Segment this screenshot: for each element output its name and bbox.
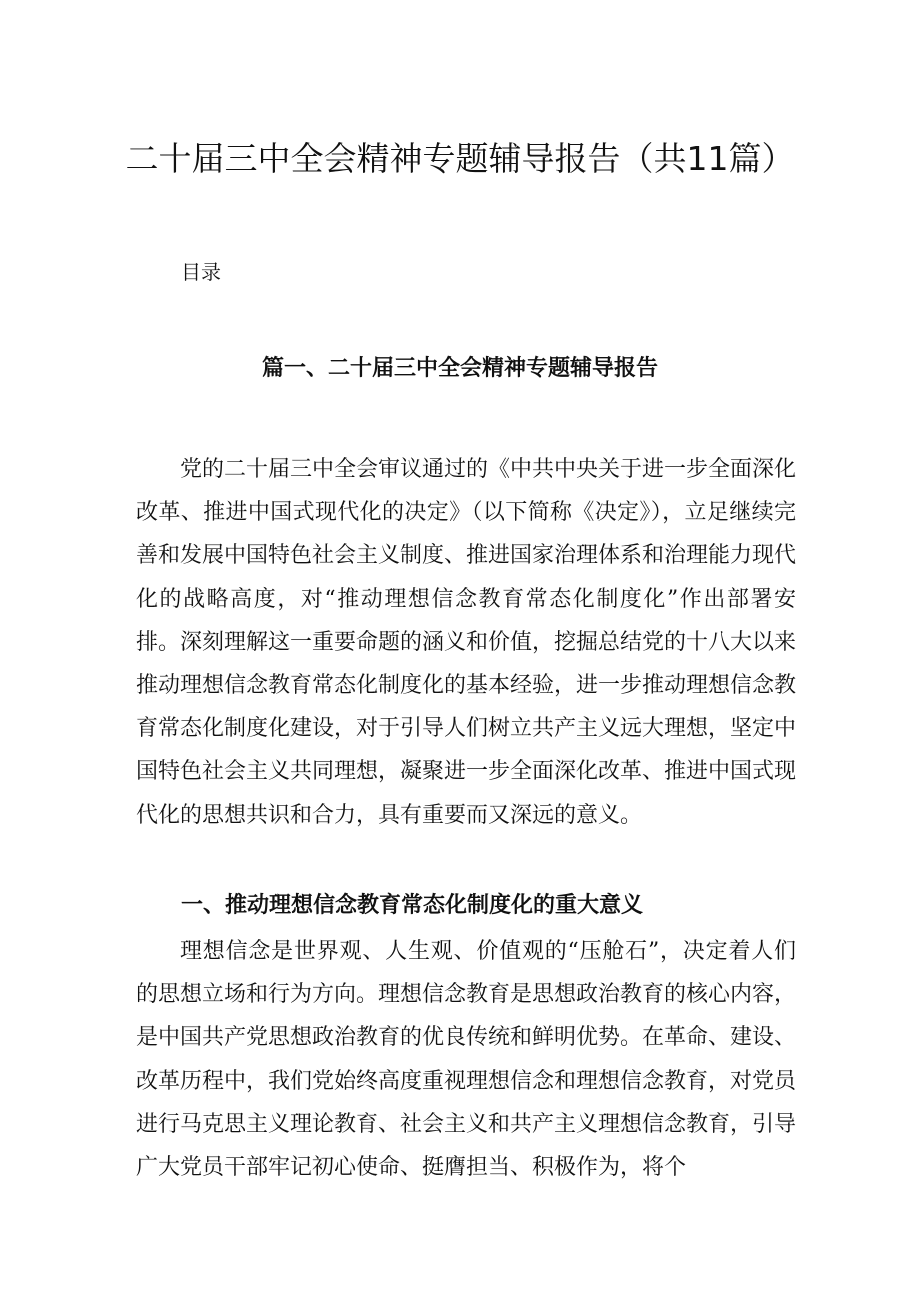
section-heading: 篇一、二十届三中全会精神专题辅导报告 [261,356,658,381]
body-paragraph: 理想信念是世界观、人生观、价值观的“压舱石”，决定着人们的思想立场和行为方向。理想信念教育是思想政治教育的核心内容，是中国共产党思想政治教育的优良传统和鲜明优势。在革命、建设、改革历程中，我们党始终高度重视理想信念和理想信念教育，对党员进行马克思主义理论教育、社会主义和共产主义理想信念教育，引导广大党员干部牢记初心使命、挺膺担当、积极作为，将个 [136,939,797,1181]
document-title: 二十届三中全会精神专题辅导报告（共11篇） [125,139,795,178]
table-of-contents-label: 目录 [181,260,221,284]
body-paragraph: 党的二十届三中全会审议通过的《中共中央关于进一步全面深化改革、推进中国式现代化的决定》（以下简称《决定》），立足继续完善和发展中国特色社会主义制度、推进国家治理体系和治理能力现代化的战略高度，对“推动理想信念教育常态化制度化”作出部署安排。深刻理解这一重要命题的涵义和价值，挖掘总结党的十八大以来推动理想信念教育常态化制度化的基本经验，进一步推动理想信念教育常态化制度化建设，对于引导人们树立共产主义远大理想，坚定中国特色社会主义共同理想，凝聚进一步全面深化改革、推进中国式现代化的思想共识和合力，具有重要而又深远的意义。 [136,457,797,828]
sub-heading: 一、推动理想信念教育常态化制度化的重大意义 [181,893,644,918]
